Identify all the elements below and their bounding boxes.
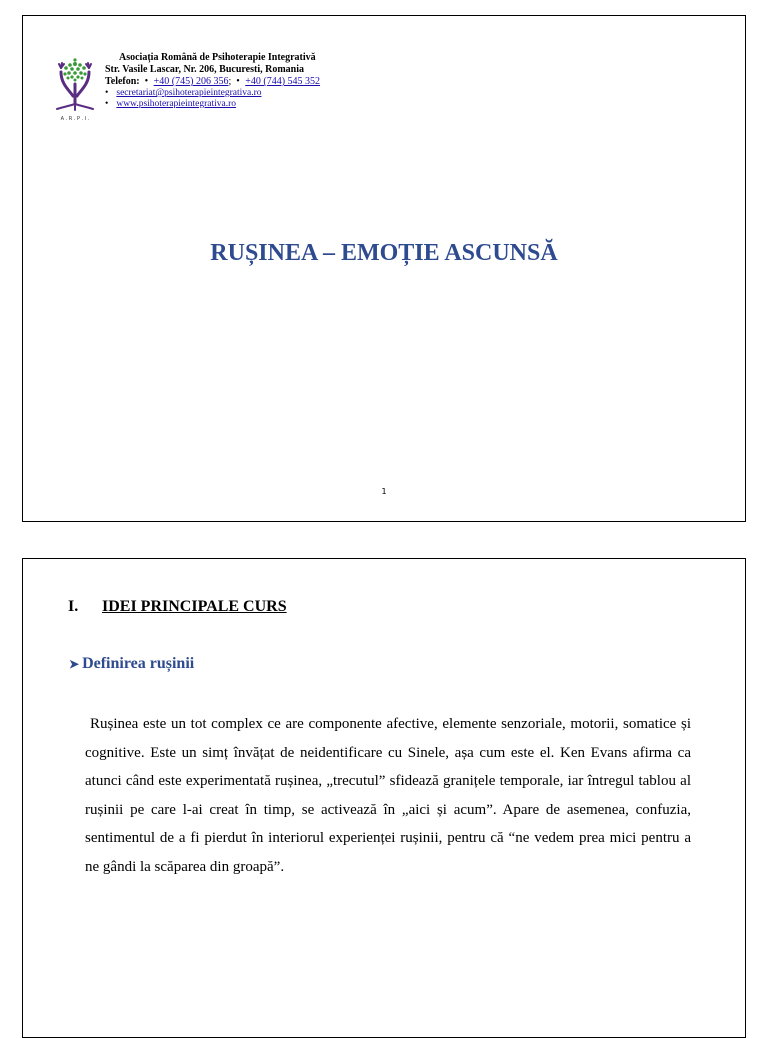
email-line — [105, 88, 320, 99]
website-line — [105, 99, 320, 110]
tree-hands-logo-icon — [49, 54, 101, 122]
phone-line — [105, 76, 320, 88]
organization-name: Asociația Română de Psihoterapie Integrativă — [119, 52, 316, 63]
section-title: IDEI PRINCIPALE CURS — [102, 598, 287, 615]
body-paragraph: Rușinea este un tot complex ce are componente afective, elemente senzoriale, motorii, somatice și cognitive. Este un simț învățat de neidentificare cu Sinele, așa cum este el. Ken Evans afirma ca atunci când este experimentată rușinea, „trecutul” sfidează granițele temporale, iar întregul tablou al rușinii pe care l-ai creat în timp, se activează în „aici și acum”. Apare de asemenea, confuzia, sentimentul de a fi pierdut în interiorul experienței rușinii, pentru că “ne vedem prea mici pentru a ne gândi la scăparea din groapă”. — [85, 716, 691, 875]
bullet-icon: • — [233, 76, 240, 87]
slide-page-1 — [22, 15, 746, 522]
page-number: 1 — [381, 487, 387, 496]
phone-label: Telefon: — [105, 76, 140, 87]
phone-link-1[interactable]: +40 (745) 206 356 — [153, 76, 229, 87]
phone-link-2[interactable]: +40 (744) 545 352 — [245, 76, 321, 87]
header — [49, 52, 409, 132]
website-link[interactable]: www.psihoterapieintegrativa.ro — [116, 99, 237, 109]
section-heading — [68, 598, 287, 616]
bullet-icon: • — [142, 76, 149, 87]
subheading — [69, 655, 194, 673]
subheading-text: Definirea rușinii — [82, 655, 195, 672]
bullet-icon: • — [105, 99, 109, 109]
svg-text:A . R . P . I .: A . R . P . I . — [60, 116, 90, 122]
arrow-right-icon: ➤ — [69, 657, 80, 671]
organization-info — [105, 52, 320, 110]
phone-separator: ; — [228, 76, 232, 87]
organization-address: Str. Vasile Lascar, Nr. 206, Bucuresti, Romania — [105, 64, 305, 75]
slide-page-2 — [22, 558, 746, 1038]
section-number: I. — [68, 598, 79, 615]
email-link[interactable]: secretariat@psihoterapieintegrativa.ro — [116, 88, 262, 98]
bullet-icon: • — [105, 88, 109, 98]
page-title: RUȘINEA – EMOȚIE ASCUNSĂ — [210, 240, 558, 266]
